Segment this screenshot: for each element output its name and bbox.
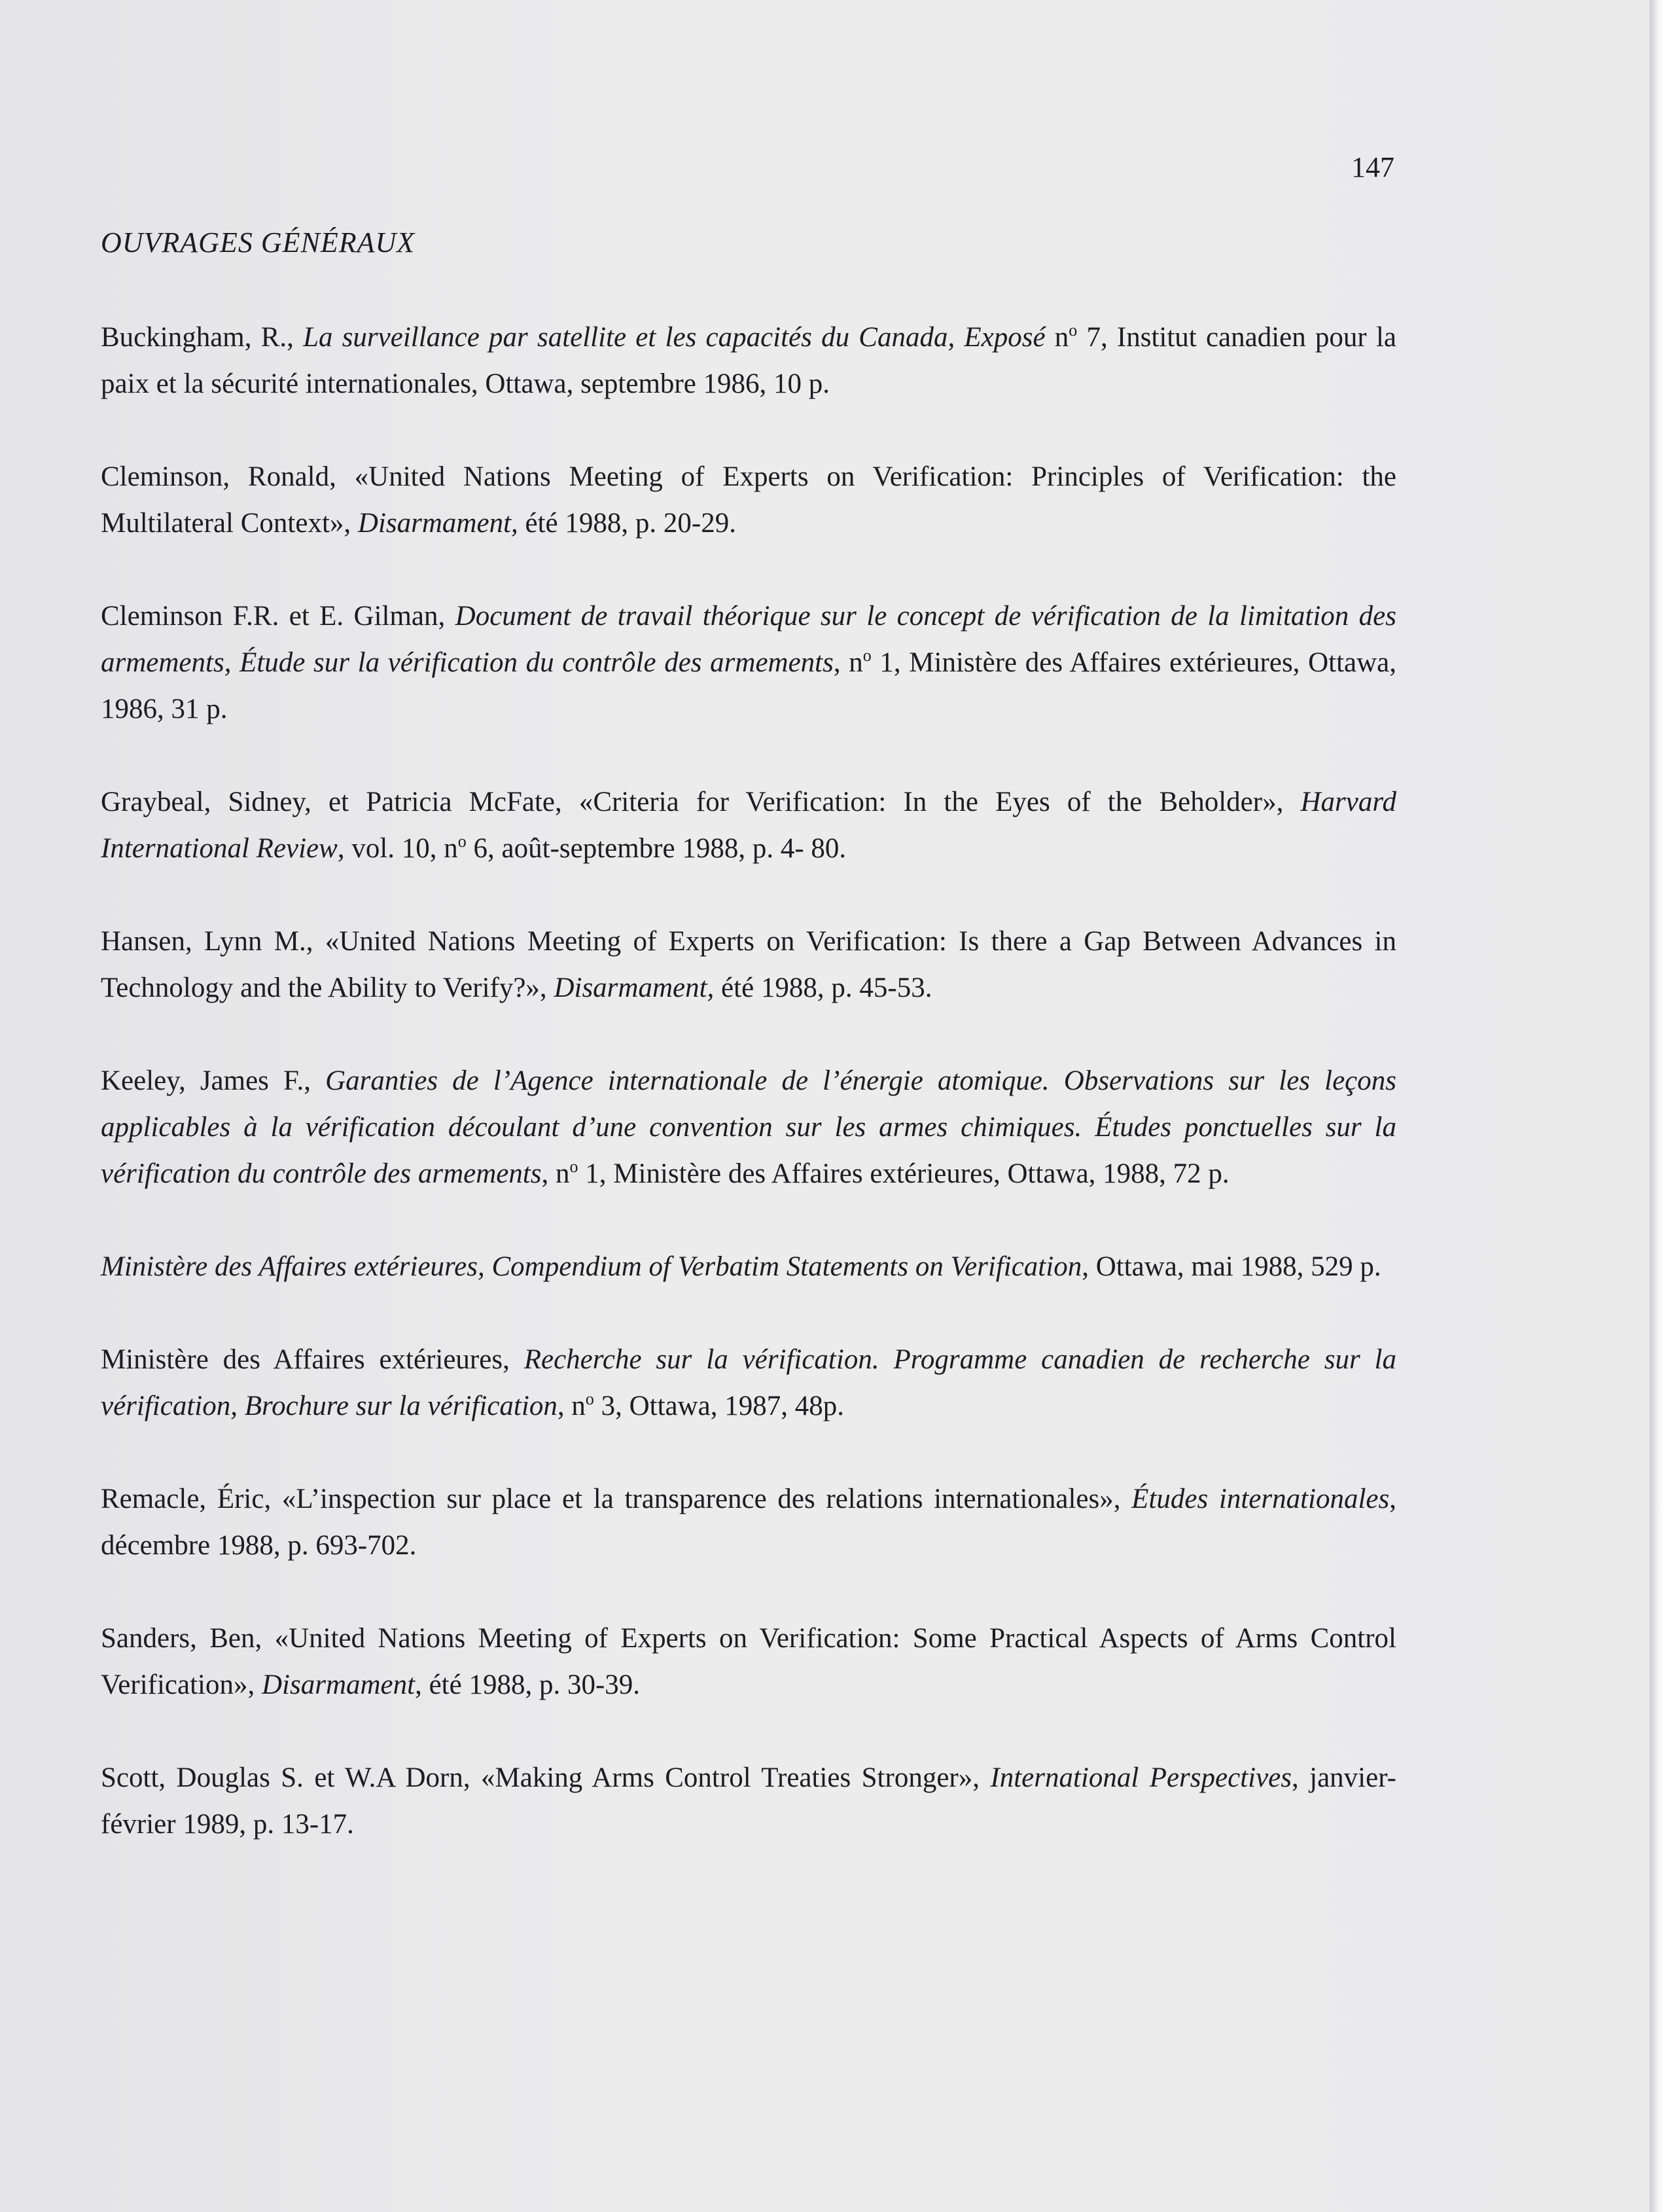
superscript: o [457, 832, 467, 851]
superscript: o [1069, 321, 1078, 340]
italic-text: Ministère des Affaires extérieures, Compendium of Verbatim Statements on Verification [101, 1251, 1082, 1282]
italic-text: La surveillance par satellite et les capacités du Canada, Exposé [303, 322, 1055, 353]
bibliography-entry [101, 1615, 1403, 1708]
entry-text: , n [833, 647, 863, 678]
bibliography-entry [101, 779, 1404, 872]
bibliography-entry [101, 593, 1404, 732]
entry-text: 3, Ottawa, 1987, 48p. [593, 1391, 844, 1421]
entry-text: , Ottawa, mai 1988, 529 p. [1082, 1251, 1381, 1282]
entry-text: Cleminson F.R. et E. Gilman, [101, 601, 455, 632]
entry-text: , n [541, 1158, 570, 1189]
italic-text: Document de travail théorique sur le concept de vérification de la limitation des armements, Étude sur la vérification du contrôle des armements [101, 601, 1404, 678]
superscript: o [862, 646, 872, 665]
italic-text: Études internationales [1131, 1484, 1390, 1514]
entry-text: , vol. 10, n [337, 833, 458, 864]
italic-text: Harvard International Review [101, 787, 1404, 864]
page-number: 147 [1351, 151, 1394, 183]
italic-text: Disarmament [261, 1669, 416, 1700]
bibliography-entry [101, 1243, 1396, 1290]
entry-text: , été 1988, p. 30-39. [415, 1669, 641, 1700]
bibliography-entry [101, 1476, 1404, 1569]
italic-text: Disarmament, [554, 972, 715, 1003]
italic-text: Garanties de l’Agence internationale de l’énergie atomique. Observations sur les leçons applicables à la vérification découlant d’une convention sur les armes chimiques. Études ponctuelles sur la vérification du contrôle des armements [101, 1065, 1404, 1189]
entry-text: 1, Ministère des Affaires extérieures, Ottawa, 1988, 72 p. [578, 1158, 1230, 1189]
entry-text: 1, Ministère des Affaires extérieures, Ottawa, 1986, 31 p. [101, 647, 1404, 724]
page-edge [1650, 0, 1664, 2212]
entry-text: n [1054, 322, 1069, 353]
bibliography-entry [101, 1058, 1404, 1197]
entry-text: Ministère des Affaires extérieures, [101, 1344, 524, 1375]
bibliography-entry [101, 1755, 1396, 1847]
bibliography-list [101, 314, 1404, 1847]
superscript: o [585, 1389, 594, 1408]
entry-text: Graybeal, Sidney, et Patricia McFate, «Criteria for Verification: In the Eyes of the Beholder», [101, 787, 1301, 817]
entry-text: , décembre 1988, p. 693-702. [101, 1484, 1404, 1561]
section-title: OUVRAGES GÉNÉRAUX [101, 226, 416, 259]
italic-text: Recherche sur la vérification. Programme canadien de recherche sur la vérification, Brochure sur la vérification [101, 1344, 1404, 1421]
superscript: o [569, 1157, 578, 1176]
bibliography-entry [101, 454, 1404, 546]
bibliography-entry [101, 918, 1403, 1011]
entry-text: Keeley, James F., [101, 1065, 326, 1096]
italic-text: Disarmament, [357, 508, 518, 539]
entry-text: Cleminson, Ronald, «United Nations Meeting of Experts on Verification: Principles of Verification: the Multilateral Context», [101, 461, 1404, 539]
entry-text: Remacle, Éric, «L’inspection sur place et la transparence des relations internationales», [101, 1484, 1132, 1514]
entry-text: été 1988, p. 45-53. [714, 972, 932, 1003]
entry-text: 6, août-septembre 1988, p. 4- 80. [466, 833, 847, 864]
entry-text: , janvier-février 1989, p. 13-17. [101, 1762, 1396, 1840]
entry-text: été 1988, p. 20-29. [518, 508, 736, 539]
entry-text: Sanders, Ben, «United Nations Meeting of Experts on Verification: Some Practical Aspects of Arms Control Verification», [101, 1623, 1403, 1700]
bibliography-entry [101, 314, 1404, 407]
entry-text: , n [557, 1391, 586, 1421]
entry-text: Buckingham, R., [101, 322, 304, 353]
bibliography-entry [101, 1336, 1404, 1429]
entry-text: 7, Institut canadien pour la paix et la sécurité internationales, Ottawa, septembre 1986, 10 p. [101, 322, 1404, 399]
entry-text: Hansen, Lynn M., «United Nations Meeting of Experts on Verification: Is there a Gap Between Advances in Technology and the Ability to Verify?», [101, 926, 1403, 1003]
italic-text: International Perspectives [990, 1762, 1292, 1793]
entry-text: Scott, Douglas S. et W.A Dorn, «Making Arms Control Treaties Stronger», [101, 1762, 991, 1793]
